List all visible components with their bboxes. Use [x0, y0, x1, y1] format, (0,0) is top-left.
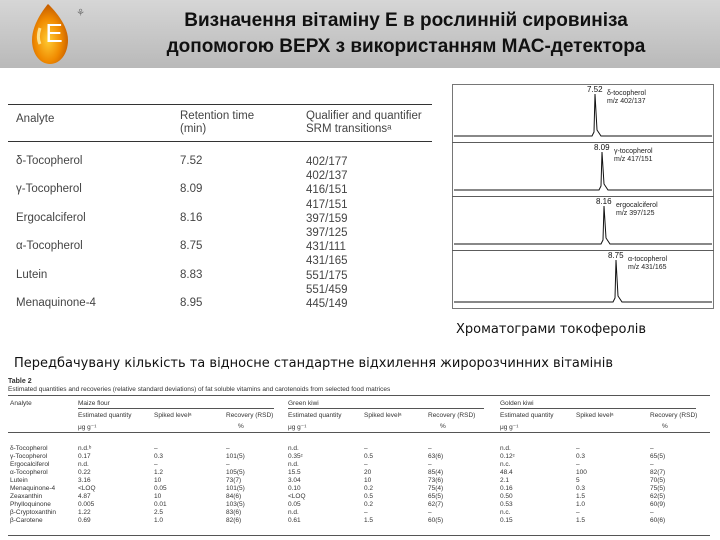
table-cell: <LOQ — [78, 485, 96, 492]
chromatogram-peak — [454, 152, 712, 190]
table-cell: 0.3 — [576, 485, 586, 492]
table-cell: 0.3 — [576, 453, 586, 460]
table-cell: 0.22 — [78, 469, 91, 476]
analyte-name: α-Tocopherol — [16, 240, 83, 253]
srm-transitions — [306, 240, 348, 268]
table-cell: n.c. — [500, 509, 511, 516]
table2-title: Table 2 — [8, 378, 32, 385]
analyte-name: Menaquinone-4 — [16, 297, 96, 309]
srm-transition: 416/151 — [306, 184, 348, 197]
peak-retention-label: 8.09 — [594, 143, 610, 152]
table-cell: 62(7) — [428, 501, 444, 508]
mz-transition: m/z 431/165 — [628, 264, 667, 271]
table-cell: 20 — [364, 469, 372, 476]
table-cell: 0.12ᶜ — [500, 453, 515, 460]
table-cell: – — [154, 445, 158, 452]
analyte-name: δ-Tocopherol — [10, 445, 48, 452]
column-header: Estimated quantity — [78, 412, 132, 419]
srm-transitions — [306, 155, 348, 183]
table-cell: 0.3 — [154, 453, 164, 460]
chromatogram-peak — [454, 206, 712, 244]
table-cell: 0.50 — [500, 493, 513, 500]
compound-name: δ-tocopherol — [607, 90, 646, 97]
peak-label — [616, 202, 658, 218]
chromatogram-panel — [453, 251, 714, 309]
unit-label: μg g⁻¹ — [78, 424, 97, 431]
table-cell: 10 — [364, 477, 372, 484]
table-cell: – — [428, 509, 432, 516]
retention-time: 8.75 — [180, 240, 203, 253]
chromatograms-caption: Хроматограми токоферолів — [456, 322, 647, 337]
srm-transition: 551/459 — [306, 283, 348, 296]
rule-bottom — [8, 535, 710, 536]
srm-transition: 417/151 — [306, 198, 348, 211]
table-cell: <LOQ — [288, 493, 306, 500]
table-cell: 75(4) — [428, 485, 444, 492]
retention-time: 8.95 — [180, 297, 203, 309]
analyte-name: Menaquinone-4 — [10, 485, 56, 492]
table-cell: 0.2 — [364, 485, 374, 492]
column-header: Estimated quantity — [500, 412, 554, 419]
table-cell: 0.61 — [288, 517, 301, 524]
table-cell: 84(6) — [226, 493, 242, 500]
retention-time: 8.16 — [180, 211, 203, 224]
srm-transitions — [306, 212, 348, 240]
analyte-name: β-Carotene — [10, 517, 43, 524]
table-cell: 65(5) — [650, 453, 666, 460]
table-cell: – — [226, 445, 230, 452]
srm-transition: 397/125 — [306, 227, 348, 239]
table-cell: 1.22 — [78, 509, 91, 516]
mz-transition: m/z 417/151 — [614, 156, 653, 163]
table-cell: 2.5 — [154, 509, 164, 516]
header-analyte: Analyte — [10, 400, 32, 407]
mz-transition: m/z 397/125 — [616, 210, 655, 217]
chromatogram-peak — [454, 94, 712, 136]
srm-transition: 431/111 — [306, 241, 346, 254]
group-underline — [78, 408, 274, 409]
analyte-name: α-Tocopherol — [10, 469, 48, 476]
unit-label: % — [238, 423, 244, 430]
header-transitions: Qualifier and quantifier SRM transitionsᵃ — [306, 110, 422, 135]
table-cell: 10 — [154, 493, 162, 500]
srm-transition: 431/165 — [306, 255, 348, 268]
table-cell: 60(5) — [428, 517, 444, 524]
title-line-2: допомогою ВЕРХ з використанням МАС-детектора — [166, 36, 646, 57]
table-cell: – — [364, 445, 368, 452]
table-cell: – — [650, 461, 654, 468]
table-cell: 0.16 — [500, 485, 513, 492]
table-cell: – — [364, 509, 368, 516]
table-cell: n.c. — [500, 461, 511, 468]
table-cell: – — [428, 461, 432, 468]
srm-transition: 402/177 — [306, 156, 348, 168]
table-cell: 73(7) — [226, 477, 242, 484]
srm-transition: 445/149 — [306, 298, 348, 310]
table-cell: 0.05 — [288, 501, 301, 508]
table-cell: 100 — [576, 469, 587, 476]
srm-transition: 402/137 — [306, 170, 348, 183]
table-cell: 2.1 — [500, 477, 510, 484]
analyte-name: Lutein — [10, 477, 28, 484]
table-cell: – — [226, 461, 230, 468]
table-cell: 60(6) — [650, 517, 666, 524]
srm-transition: 551/175 — [306, 269, 348, 282]
column-header: Estimated quantity — [288, 412, 342, 419]
table-cell: – — [576, 445, 580, 452]
table-cell: 5 — [576, 477, 580, 484]
retention-time: 8.83 — [180, 268, 203, 281]
table-cell: 0.005 — [78, 501, 95, 508]
table-cell: – — [576, 461, 580, 468]
retention-time: 8.09 — [180, 183, 203, 196]
compound-name: γ-tocopherol — [614, 148, 653, 155]
header-retention-time: Retention time (min) — [180, 110, 255, 135]
column-header: Recovery (RSD) — [428, 412, 476, 419]
table-cell: 101(5) — [226, 485, 245, 492]
table-cell: n.d. — [288, 461, 299, 468]
group-header: Green kiwi — [288, 400, 319, 407]
table-cell: 4.87 — [78, 493, 91, 500]
peak-label — [614, 148, 653, 164]
analyte-name: Zeaxanthin — [10, 493, 43, 500]
title-line-1: Визначення вітаміну Е в рослинній сировиніза — [184, 10, 628, 31]
table-cell: 1.2 — [154, 469, 164, 476]
analyte-name: Ergocalciferol — [10, 461, 50, 468]
logo-letter: E — [45, 18, 63, 48]
table-cell: 85(4) — [428, 469, 444, 476]
table-cell: 0.53 — [500, 501, 513, 508]
table-cell: – — [428, 445, 432, 452]
table-cell: 103(5) — [226, 501, 245, 508]
peak-retention-label: 8.16 — [596, 197, 612, 206]
compound-name: ergocalciferol — [616, 202, 658, 209]
table-cell: 0.05 — [154, 485, 167, 492]
peak-retention-label: 7.52 — [587, 85, 603, 94]
retention-time: 7.52 — [180, 155, 203, 167]
table-cell: 1.5 — [364, 517, 374, 524]
table-cell: 3.04 — [288, 477, 301, 484]
chromatogram-panel — [453, 143, 714, 197]
column-header: Spiked levelᵃ — [576, 412, 614, 419]
group-underline — [500, 408, 696, 409]
peak-label — [628, 256, 667, 272]
table-cell: 0.69 — [78, 517, 91, 524]
table-cell: 70(5) — [650, 477, 666, 484]
header-analyte: Analyte — [16, 113, 55, 125]
srm-transitions — [306, 269, 348, 297]
table-header — [8, 107, 432, 142]
unit-label: μg g⁻¹ — [500, 424, 519, 431]
chromatogram-panel — [453, 197, 714, 251]
table-cell: 83(6) — [226, 509, 242, 516]
peak-label — [607, 90, 646, 106]
table-cell: 0.17 — [78, 453, 91, 460]
column-header: Spiked levelᵃ — [364, 412, 402, 419]
table-cell: 1.0 — [576, 501, 586, 508]
table-cell: – — [650, 445, 654, 452]
table-cell: 82(6) — [226, 517, 242, 524]
page-title — [96, 8, 716, 60]
peak-retention-label: 8.75 — [608, 251, 624, 260]
compound-name: α-tocopherol — [628, 256, 668, 263]
unit-label: μg g⁻¹ — [288, 424, 307, 431]
table-cell: 1.5 — [576, 493, 586, 500]
srm-transitions — [306, 183, 348, 211]
group-header: Maize flour — [78, 400, 110, 407]
table-cell: 101(5) — [226, 453, 245, 460]
table-cell: n.d. — [500, 445, 511, 452]
table-cell: – — [154, 461, 158, 468]
table-cell: 0.01 — [154, 501, 167, 508]
table-cell: 75(5) — [650, 485, 666, 492]
unit-label: % — [440, 423, 446, 430]
table-cell: 48.4 — [500, 469, 513, 476]
table-cell: 1.5 — [576, 517, 586, 524]
table-cell: n.d. — [288, 509, 299, 516]
table-cell: 60(9) — [650, 501, 666, 508]
table2-subtitle: Estimated quantities and recoveries (relative standard deviations) of fat soluble vitamins and carotenoids from selected food matrices — [8, 386, 391, 393]
srm-transitions — [306, 297, 348, 311]
table-cell: 0.15 — [500, 517, 513, 524]
table-cell: 0.10 — [288, 485, 301, 492]
table-cell: – — [576, 509, 580, 516]
table-cell: 63(6) — [428, 453, 444, 460]
table-cell: 82(7) — [650, 469, 666, 476]
group-header: Golden kiwi — [500, 400, 534, 407]
unit-label: % — [662, 423, 668, 430]
table-cell: 15.5 — [288, 469, 301, 476]
table-cell: n.d. — [288, 445, 299, 452]
table-cell: 0.2 — [364, 501, 374, 508]
analyte-name: Ergocalciferol — [16, 211, 86, 224]
table-cell: 73(6) — [428, 477, 444, 484]
table-cell: n.d.ᵇ — [78, 445, 92, 452]
rule-top — [8, 395, 710, 396]
retention-time-table — [8, 104, 432, 311]
group-underline — [288, 408, 484, 409]
srm-transition: 397/159 — [306, 212, 348, 225]
table-cell: – — [650, 509, 654, 516]
analyte-name: δ-Tocopherol — [16, 155, 83, 167]
table2-caption: Передбачувану кількість та відносне стандартне відхилення жиророзчинних вітамінів — [14, 356, 614, 371]
recovery-table — [8, 378, 710, 538]
table-cell: 3.16 — [78, 477, 91, 484]
table-cell: 105(5) — [226, 469, 245, 476]
table-cell: 1.0 — [154, 517, 164, 524]
table-cell: 0.5 — [364, 453, 374, 460]
analyte-name: γ-Tocopherol — [16, 183, 82, 196]
column-header: Recovery (RSD) — [226, 412, 274, 419]
table-cell: 0.35ᶜ — [288, 453, 303, 460]
slide-header — [0, 0, 720, 68]
table-cell: n.d. — [78, 461, 89, 468]
column-header: Recovery (RSD) — [650, 412, 698, 419]
table-cell: 65(5) — [428, 493, 444, 500]
chromatograms-figure — [452, 84, 714, 312]
analyte-name: Phylloquinone — [10, 501, 51, 508]
chromatogram-peak — [454, 260, 712, 302]
svg-text:⚘: ⚘ — [76, 8, 85, 19]
column-header: Spiked levelᵃ — [154, 412, 192, 419]
analyte-name: β-Cryptoxanthin — [10, 509, 57, 516]
table-cell: 10 — [154, 477, 162, 484]
analyte-name: Lutein — [16, 268, 48, 281]
mz-transition: m/z 402/137 — [607, 98, 646, 105]
rule-header-bottom — [8, 432, 710, 433]
table-cell: – — [364, 461, 368, 468]
table-cell: 62(5) — [650, 493, 666, 500]
chromatogram-panel — [453, 85, 714, 143]
analyte-name: γ-Tocopherol — [10, 453, 48, 460]
table-cell: 0.5 — [364, 493, 374, 500]
